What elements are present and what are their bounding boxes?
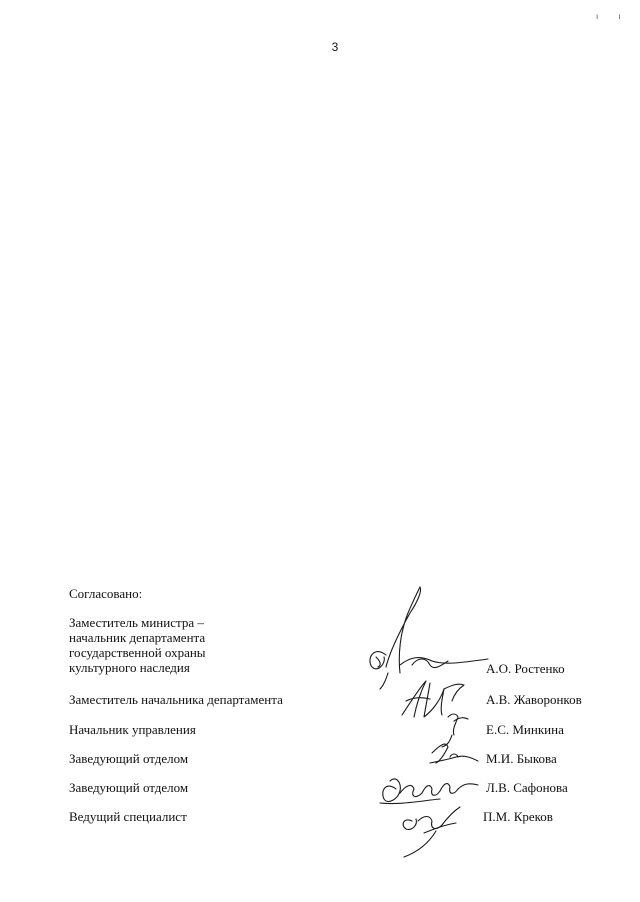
corner-mark: ı <box>596 12 619 21</box>
page-number: 3 <box>331 40 339 54</box>
signature-zhavoronkov <box>402 681 464 717</box>
approver-role-line: начальник департамента <box>69 630 206 645</box>
approver-role-line: Заместитель начальника департамента <box>69 692 283 707</box>
scan-corner-marks <box>596 12 640 21</box>
approver-role <box>69 615 206 675</box>
signature-krekov <box>403 807 460 857</box>
approval-heading: Согласовано: <box>69 586 143 601</box>
approver-role-line: Заведующий отделом <box>69 751 189 766</box>
approver-role <box>69 692 283 707</box>
approver-role-line: Начальник управления <box>69 722 196 737</box>
approver-role-line: государственной охраны <box>69 645 206 660</box>
signature-bykova <box>430 744 478 763</box>
signatures <box>360 585 490 865</box>
approver-name: А.В. Жаворонков <box>486 692 582 707</box>
approver-name: Л.В. Сафонова <box>486 780 568 795</box>
approver-role-line: Ведущий специалист <box>69 809 187 824</box>
corner-mark: ı <box>618 12 640 21</box>
approver-role <box>69 809 187 824</box>
approver-name: М.И. Быкова <box>486 751 557 766</box>
approver-role-line: Заведующий отделом <box>69 780 189 795</box>
signature-safonova <box>380 779 478 804</box>
approver-role <box>69 722 196 737</box>
approver-role-line: культурного наследия <box>69 660 190 675</box>
approver-name: А.О. Ростенко <box>486 661 565 676</box>
signature-rostenko <box>370 587 488 689</box>
approver-role-line: Заместитель министра – <box>69 615 204 630</box>
signature-minkina <box>442 714 468 747</box>
approver-name: Е.С. Минкина <box>486 722 564 737</box>
approver-role <box>69 751 188 766</box>
approver-name: П.М. Креков <box>483 809 553 824</box>
approver-role <box>69 780 188 795</box>
